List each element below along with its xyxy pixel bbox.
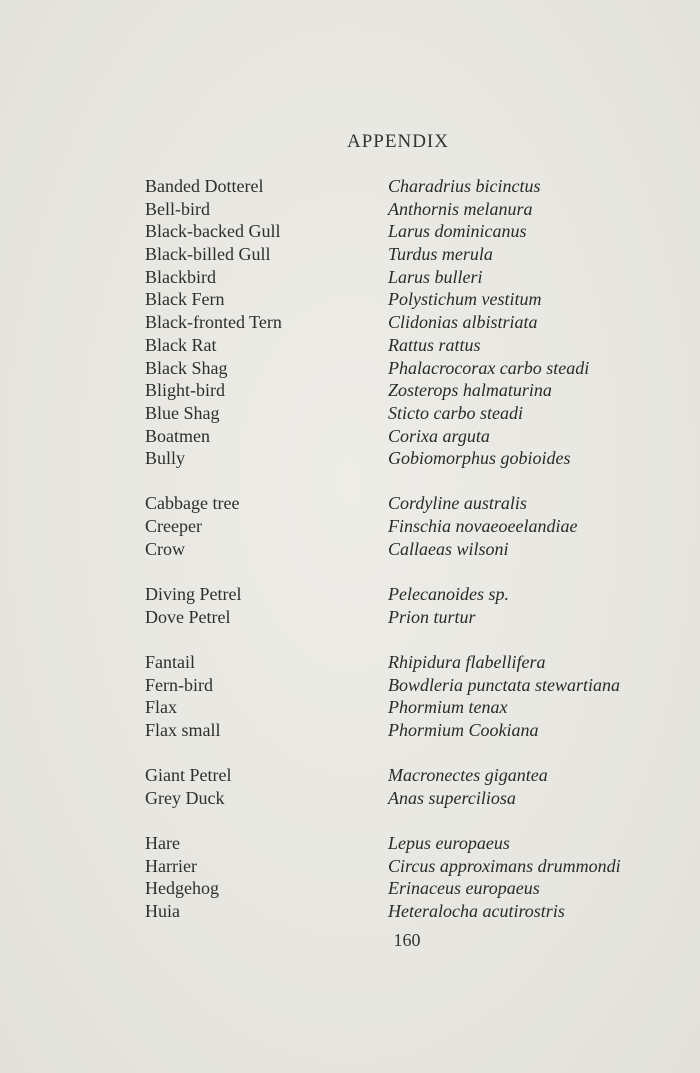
common-name: Black Fern xyxy=(145,289,225,310)
common-name: Black-fronted Tern xyxy=(145,312,282,333)
latin-name: Callaeas wilsoni xyxy=(388,538,509,559)
list-item xyxy=(145,379,675,402)
common-name: Black Rat xyxy=(145,334,217,355)
list-item xyxy=(145,719,675,742)
common-name: Flax xyxy=(145,697,178,718)
latin-name: Pelecanoides sp. xyxy=(388,584,509,604)
latin-name: Larus dominicanus xyxy=(388,221,527,242)
page-title: APPENDIX xyxy=(347,131,449,152)
latin-name: Larus bulleri xyxy=(388,266,483,287)
species-list xyxy=(145,175,675,945)
latin-name: Lepus europaeus xyxy=(388,833,510,853)
list-item xyxy=(145,266,675,289)
entry-group xyxy=(145,583,675,628)
latin-name: Rattus rattus xyxy=(388,334,481,355)
list-item xyxy=(145,832,675,855)
entry-group xyxy=(145,492,675,560)
common-name: Creeper xyxy=(145,516,202,537)
list-item xyxy=(145,198,675,221)
entry-group xyxy=(145,764,675,809)
latin-name: Turdus merula xyxy=(388,244,493,265)
latin-name: Charadrius bicinctus xyxy=(388,176,541,196)
list-item xyxy=(145,288,675,311)
common-name: Blue Shag xyxy=(145,402,220,423)
latin-name: Heteralocha acutirostris xyxy=(388,901,565,922)
common-name: Blight-bird xyxy=(145,380,225,401)
latin-name: Macronectes gigantea xyxy=(388,765,548,786)
common-name: Dove Petrel xyxy=(145,606,231,627)
latin-name: Phormium tenax xyxy=(388,697,508,718)
list-item xyxy=(145,787,675,810)
list-item xyxy=(145,311,675,334)
list-item xyxy=(145,425,675,448)
list-item xyxy=(145,357,675,380)
common-name: Crow xyxy=(145,538,185,559)
list-item xyxy=(145,538,675,561)
list-item xyxy=(145,175,675,198)
list-item xyxy=(145,855,675,878)
entry-group xyxy=(145,175,675,470)
latin-name: Corixa arguta xyxy=(388,425,490,446)
common-name: Grey Duck xyxy=(145,787,225,808)
latin-name: Gobiomorphus gobioides xyxy=(388,448,571,469)
latin-name: Circus approximans drummondi xyxy=(388,855,621,876)
latin-name: Finschia novaeoeelandiae xyxy=(388,516,578,537)
common-name: Banded Dotterel xyxy=(145,176,264,196)
latin-name: Rhipidura flabellifera xyxy=(388,651,546,672)
common-name: Black-billed Gull xyxy=(145,244,271,265)
list-item xyxy=(145,651,675,674)
latin-name: Sticto carbo steadi xyxy=(388,402,523,423)
common-name: Blackbird xyxy=(145,266,216,287)
latin-name: Anas superciliosa xyxy=(388,787,516,808)
common-name: Bell-bird xyxy=(145,198,210,219)
list-item xyxy=(145,515,675,538)
list-item xyxy=(145,447,675,470)
list-item xyxy=(145,606,675,629)
common-name: Flax small xyxy=(145,719,221,740)
entry-group xyxy=(145,651,675,742)
list-item xyxy=(145,334,675,357)
common-name: Black Shag xyxy=(145,357,228,378)
list-item xyxy=(145,764,675,787)
latin-name: Polystichum vestitum xyxy=(388,289,542,310)
list-item xyxy=(145,402,675,425)
common-name: Harrier xyxy=(145,855,197,876)
common-name: Giant Petrel xyxy=(145,765,232,786)
latin-name: Phormium Cookiana xyxy=(388,719,539,740)
list-item xyxy=(145,696,675,719)
list-item xyxy=(145,877,675,900)
latin-name: Prion turtur xyxy=(388,606,476,627)
list-item xyxy=(145,583,675,606)
list-item xyxy=(145,900,675,923)
list-item xyxy=(145,243,675,266)
common-name: Huia xyxy=(145,901,180,922)
latin-name: Zosterops halmaturina xyxy=(388,380,552,401)
latin-name: Clidonias albistriata xyxy=(388,312,538,333)
latin-name: Cordyline australis xyxy=(388,493,527,514)
entry-group xyxy=(145,832,675,923)
common-name: Fern-bird xyxy=(145,674,213,695)
list-item xyxy=(145,674,675,697)
latin-name: Phalacrocorax carbo steadi xyxy=(388,357,590,378)
latin-name: Bowdleria punctata stewartiana xyxy=(388,674,620,695)
common-name: Diving Petrel xyxy=(145,584,242,604)
latin-name: Erinaceus europaeus xyxy=(388,878,540,899)
common-name: Boatmen xyxy=(145,425,210,446)
list-item xyxy=(145,492,675,515)
common-name: Black-backed Gull xyxy=(145,221,281,242)
common-name: Hare xyxy=(145,833,180,853)
latin-name: Anthornis melanura xyxy=(388,198,533,219)
common-name: Hedgehog xyxy=(145,878,219,899)
common-name: Bully xyxy=(145,448,186,469)
common-name: Cabbage tree xyxy=(145,493,240,514)
page-number: 160 xyxy=(393,930,421,950)
common-name: Fantail xyxy=(145,651,195,672)
list-item xyxy=(145,220,675,243)
